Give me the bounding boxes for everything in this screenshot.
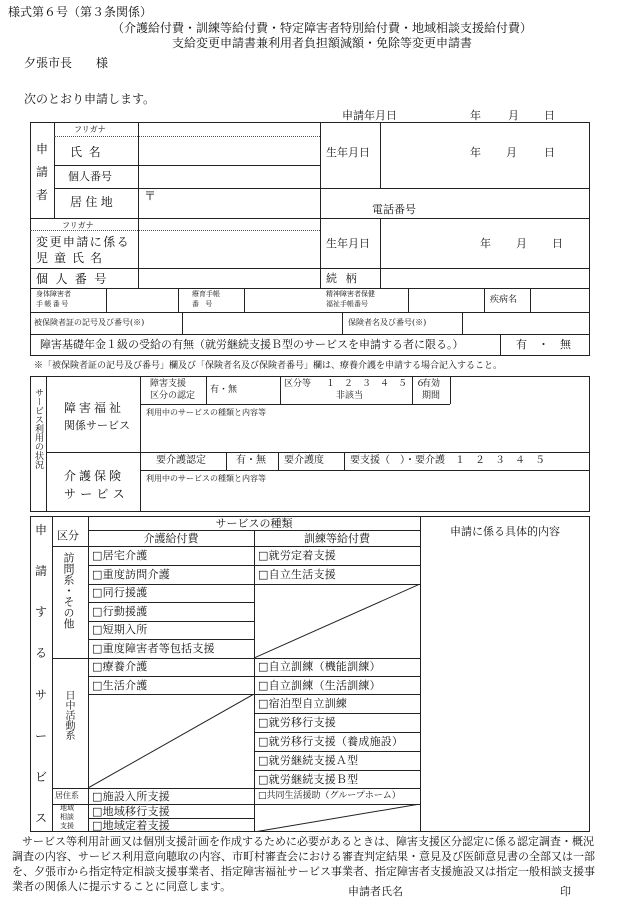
regional-group-l3: 支援 — [60, 822, 74, 830]
child-birth-day: 日 — [552, 237, 563, 250]
service-kinou-kunren[interactable]: □自立訓練（機能訓練） — [258, 660, 381, 673]
applicant-side-label: 申請者 — [36, 142, 49, 202]
ryoiku-notebook-l1: 療育手帳 — [192, 290, 220, 298]
welfare-label-l2: 関係サービス — [64, 419, 130, 432]
applicant-furigana: フリガナ — [74, 125, 106, 134]
service-juudo-houmon[interactable]: □重度訪問介護 — [92, 568, 170, 581]
service-seikatsu-kunren[interactable]: □自立訓練（生活訓練） — [258, 679, 381, 692]
service-koudou[interactable]: □行動援護 — [92, 605, 148, 618]
child-relation-label: 続柄 — [326, 272, 366, 285]
apply-date-label: 申請年月日 — [342, 109, 397, 122]
care-degree-label: 要介護度 — [284, 455, 324, 466]
service-chiiki-ikou[interactable]: □地域移行支援 — [92, 805, 170, 818]
disease-label: 疾病名 — [490, 295, 518, 305]
regional-group-l2: 相談 — [60, 813, 74, 821]
service-shukuhaku[interactable]: □宿泊型自立訓練 — [258, 697, 348, 710]
phone-label: 電話番号 — [372, 203, 416, 216]
support-yes-no[interactable]: 有・無 — [210, 385, 238, 395]
consent-line2: 調査の内容、サービス利用意向聴取の内容、市町村審査会における審査判定結果・意見及び医師意見書の全部又は一部 — [12, 850, 595, 863]
applicant-birth-month: 月 — [506, 146, 517, 159]
apply-date-year: 年 — [470, 109, 481, 122]
child-birth-year: 年 — [480, 237, 491, 250]
daytime-group-label: 日中活動系 — [63, 690, 74, 740]
category-label: 区分 — [57, 529, 79, 542]
seal-label: 印 — [560, 885, 571, 898]
details-col-label: 申請に係る具体的内容 — [450, 525, 560, 538]
consent-line3: を、夕張市から指定特定相談支援事業者、指定障害福祉サービス事業者、指定障害者支援施設又は指定一般相談支援事 — [12, 865, 595, 878]
service-ryouyou[interactable]: □療養介護 — [92, 660, 148, 673]
care-in-use-label: 利用中のサービスの種類と内容等 — [146, 474, 266, 483]
applicant-name-label: 氏名 — [70, 145, 108, 159]
mental-notebook-l2: 福祉手帳番号 — [326, 300, 368, 308]
addressee: 夕張市長 様 — [24, 56, 109, 70]
regional-group-l1: 地域 — [60, 804, 74, 812]
care-ins-label-l1: 介護保険 — [64, 469, 125, 483]
types-label: サービスの種類 — [215, 517, 293, 530]
not-applicable[interactable]: 非該当 — [336, 391, 364, 401]
visit-training-empty-diagonal — [254, 584, 420, 658]
intro-text: 次のとおり申請します。 — [24, 92, 156, 106]
child-birth-month: 月 — [516, 237, 527, 250]
insured-no-label: 被保険者証の記号及び番号(※) — [34, 318, 145, 327]
service-kyotaku[interactable]: □居宅介護 — [92, 549, 148, 562]
residential-group-label: 居住系 — [55, 791, 79, 800]
applicant-birth-year: 年 — [470, 146, 481, 159]
form-number: 様式第６号（第３条関係） — [8, 5, 153, 19]
service-tanki[interactable]: □短期入所 — [92, 623, 148, 636]
child-birth-label: 生年月日 — [326, 237, 370, 250]
usage-side-label: サービス利用の状況 — [33, 388, 43, 469]
service-kyoudou-seikatsu[interactable]: □共同生活援助（グループホーム） — [258, 791, 401, 801]
apply-date-day: 日 — [544, 109, 555, 122]
applicant-birth-day: 日 — [544, 146, 555, 159]
physical-notebook-l2: 手帳番号 — [36, 300, 70, 308]
level-values[interactable]: １ ２ ３ ４ ５ ６ — [326, 379, 426, 389]
care-degree-values[interactable]: 要支援（ ）・要介護 １ ２ ３ ４ ５ — [350, 455, 545, 466]
service-doukou[interactable]: □同行援護 — [92, 586, 148, 599]
service-shuurou-ikou-yousei[interactable]: □就労移行支援（養成施設） — [258, 735, 404, 748]
day-care-empty-diagonal — [88, 694, 254, 788]
physical-notebook-l1: 身体障害者 — [36, 290, 71, 298]
sign-label: 申請者氏名 — [348, 885, 403, 898]
valid-period-l2: 期間 — [422, 391, 441, 401]
child-mynumber-label: 個人番号 — [36, 272, 114, 286]
support-level-l1: 障害支援 — [150, 379, 187, 389]
service-houkatsu[interactable]: □重度障害者等包括支援 — [92, 642, 215, 655]
ryoiku-notebook-l2: 番号 — [192, 300, 219, 308]
service-keizoku-b[interactable]: □就労継続支援Ｂ型 — [258, 773, 359, 786]
care-cert-label: 要介護認定 — [156, 455, 206, 466]
service-seikatsu-kaigo[interactable]: □生活介護 — [92, 679, 148, 692]
level-label: 区分等 — [284, 379, 312, 389]
service-chiiki-teichaku[interactable]: □地域定着支援 — [92, 819, 170, 832]
welfare-label-l1: 障害福祉 — [64, 401, 125, 415]
child-label-line1: 変更申請に係る — [36, 235, 131, 249]
care-col-label: 介護給付費 — [143, 532, 199, 545]
postal-mark: 〒 — [144, 189, 157, 203]
insurance-note: ※「被保険者証の記号及び番号」欄及び「保険者名及び保険者番号」欄は、療養介護を申請する場合記入すること。 — [34, 361, 503, 371]
applicant-address-label: 居住地 — [70, 195, 117, 209]
service-shisetsu-nyusho[interactable]: □施設入所支援 — [92, 790, 170, 803]
service-shuurou-teichaku[interactable]: □就労定着支援 — [258, 549, 336, 562]
valid-period-l1: 有効 — [422, 379, 441, 389]
child-furigana: フリガナ — [62, 221, 94, 230]
regional-empty-diagonal — [254, 804, 420, 832]
title-line2: 支給変更申請書兼利用者負担額減額・免除等変更申請書 — [171, 36, 473, 50]
welfare-in-use-label: 利用中のサービスの種類と内容等 — [146, 408, 266, 417]
consent-line1: サービス等利用計画又は個別支援計画を作成するために必要があるときは、障害支援区分認定に係る認定調査・概況 — [22, 835, 594, 848]
applicant-mynumber-label: 個人番号 — [68, 170, 112, 183]
consent-line4: 業者の関係人に提示することに同意します。 — [12, 880, 232, 893]
service-jiritsu-seikatsu[interactable]: □自立生活支援 — [258, 568, 336, 581]
visiting-group-label: 訪問系・その他 — [62, 552, 75, 629]
pension-label: 障害基礎年金１級の受給の有無（就労継続支援Ｂ型のサービスを申請する者に限る。） — [40, 338, 464, 351]
services-side-label: 申 請 す る サ ー ビ ス — [35, 523, 48, 825]
service-shuurou-ikou[interactable]: □就労移行支援 — [258, 716, 336, 729]
child-label-line2: 児童氏名 — [36, 251, 109, 265]
care-ins-label-l2: サービス — [64, 487, 129, 501]
pension-choice[interactable]: 有 ・ 無 — [516, 338, 571, 351]
applicant-birth-label: 生年月日 — [326, 146, 370, 159]
support-level-l2: 区分の認定 — [150, 391, 196, 401]
care-yes-no[interactable]: 有・無 — [236, 455, 266, 466]
insurer-no-label: 保険者名及び番号(※) — [348, 318, 427, 327]
mental-notebook-l1: 精神障害者保健 — [326, 290, 375, 298]
service-keizoku-a[interactable]: □就労継続支援Ａ型 — [258, 754, 359, 767]
training-col-label: 訓練等給付費 — [304, 532, 370, 545]
title-line1: （介護給付費・訓練等給付費・特定障害者特別給付費・地域相談支援給付費） — [111, 21, 533, 35]
apply-date-month: 月 — [508, 109, 519, 122]
